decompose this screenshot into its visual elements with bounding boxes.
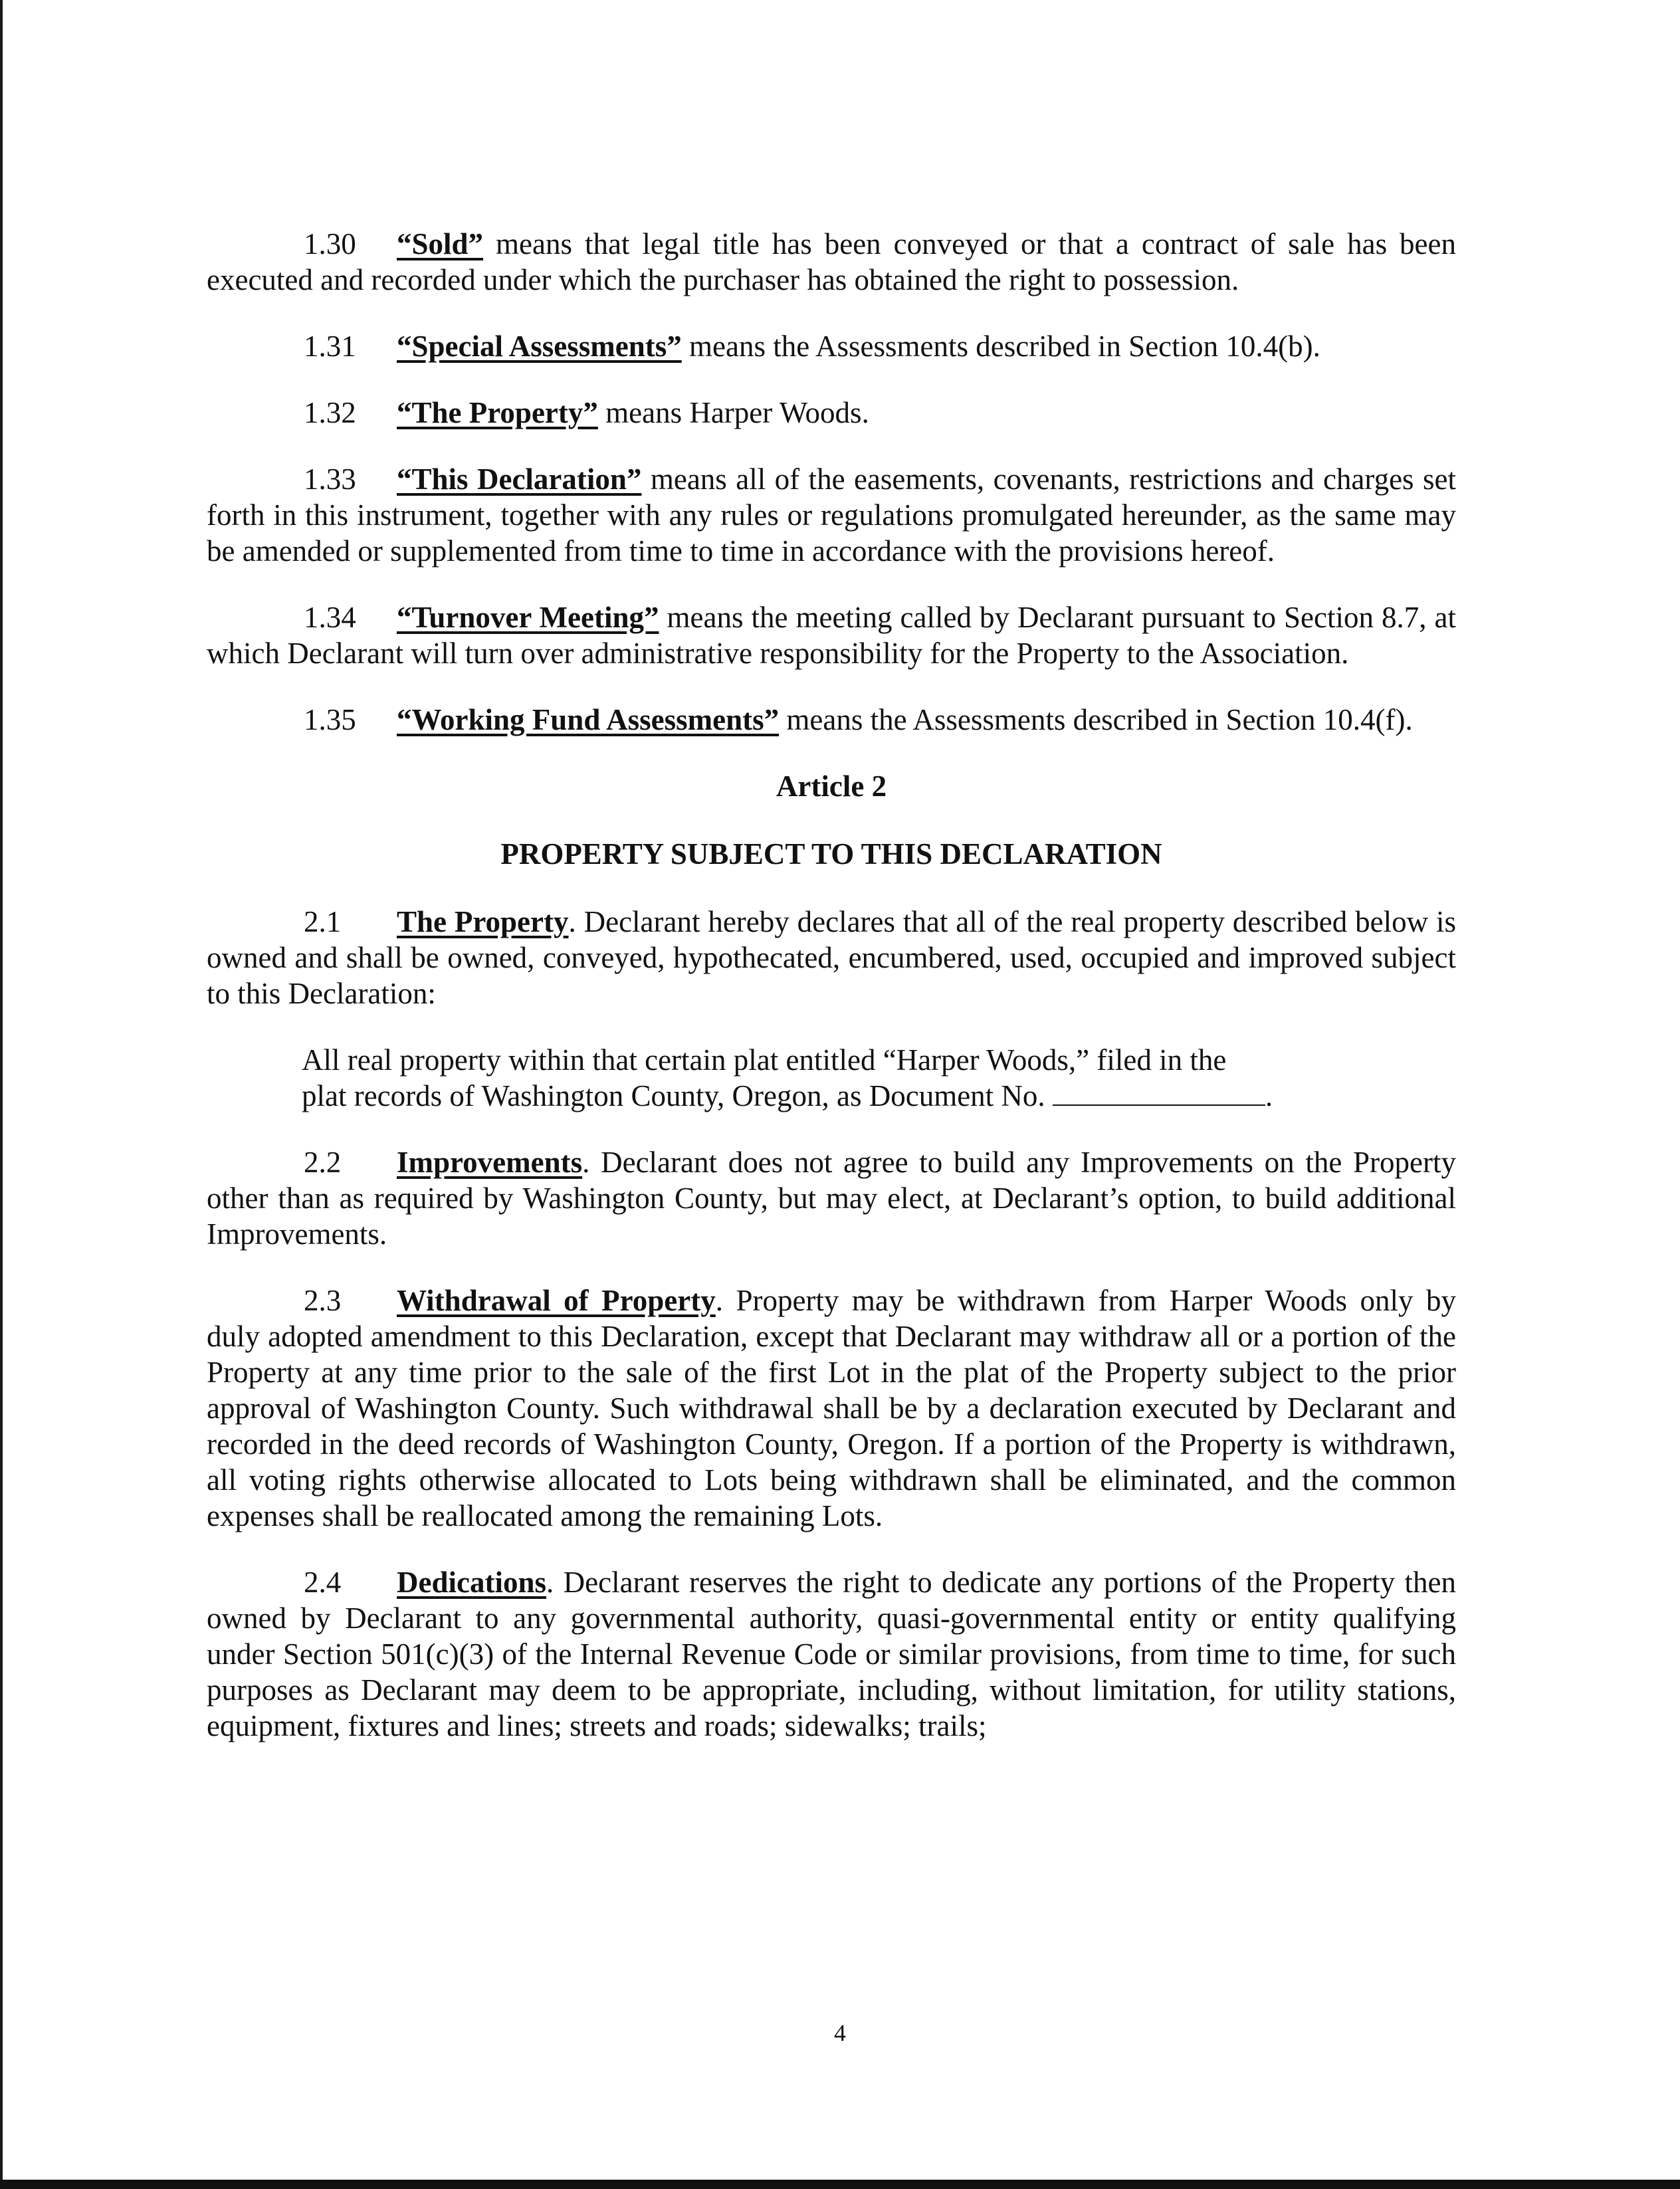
section-text: . Property may be withdrawn from Harper Woods only by duly adopted amendment to this Declaration, except that Declarant may withdraw all or a portion of the Property at any time prior to the sale of the first Lot in the plat of the Property subject to the prior approval of Washington County. Such withdrawal shall be by a declaration executed by Declarant and recorded in the deed records of Washington County, Oregon. If a portion of the Property is withdrawn, all voting rights otherwise allocated to Lots being withdrawn shall be eliminated, and the common expenses shall be reallocated among the remaining Lots.	[207, 1284, 1457, 1532]
section-heading: Dedications	[397, 1566, 546, 1599]
section-2-2	[207, 1144, 1456, 1252]
section-2-1	[207, 904, 1456, 1011]
section-text: . Declarant reserves the right to dedicate any portions of the Property then owned by Declarant to any governmental authority, quasi-governmental entity or entity qualifying under Section 501(c)(3) of the Internal Revenue Code or similar provisions, from time to time, for such purposes as Declarant may deem to be appropriate, including, without limitation, for utility stations, equipment, fixtures and lines; streets and roads; sidewalks; trails;	[207, 1566, 1456, 1742]
defined-term: “The Property”	[397, 396, 598, 429]
section-number: 1.31	[304, 330, 356, 363]
definition-text: means the meeting called by Declarant pursuant to Section 8.7, at which Declarant will turn over administrative responsibility for the Property to the Association.	[207, 601, 1456, 670]
scan-edge-left	[0, 0, 3, 2189]
page-number: 4	[834, 2020, 846, 2046]
article-label: Article 2	[776, 770, 887, 803]
section-text: . Declarant hereby declares that all of the real property described below is owned and shall be owned, conveyed, hypothecated, encumbered, used, occupied and improved subject to this Declaration:	[207, 905, 1456, 1010]
definition-text: means the Assessments described in Section 10.4(f).	[779, 703, 1413, 736]
section-number: 1.32	[304, 396, 356, 429]
definition-text: means that legal title has been conveyed or that a contract of sale has been executed and recorded under which the purchaser has obtained the right to possession.	[207, 227, 1456, 296]
section-number: 2.4	[304, 1566, 342, 1599]
definition-text: means Harper Woods.	[597, 396, 869, 429]
page-content	[207, 226, 1456, 1774]
definition-1-31	[207, 328, 1456, 364]
definition-1-35	[207, 702, 1456, 738]
property-description	[302, 1042, 1358, 1114]
defined-term: “This Declaration”	[397, 463, 642, 496]
document-number-blank	[1053, 1078, 1265, 1106]
section-number: 2.3	[304, 1284, 342, 1317]
scan-edge-bottom	[0, 2180, 1680, 2189]
definition-1-30	[207, 226, 1456, 298]
property-description-end: .	[1265, 1079, 1273, 1112]
article-title: PROPERTY SUBJECT TO THIS DECLARATION	[500, 837, 1162, 871]
section-number: 2.1	[304, 905, 342, 938]
definition-1-33	[207, 461, 1456, 569]
section-number: 1.30	[304, 227, 356, 261]
section-number: 2.2	[304, 1146, 342, 1179]
section-text: . Declarant does not agree to build any Improvements on the Property other than as required by Washington County, but may elect, at Declarant’s option, to build additional Improvements.	[207, 1146, 1456, 1251]
section-heading: Improvements	[397, 1146, 583, 1179]
property-description-line-1: All real property within that certain plat entitled “Harper Woods,” filed in the	[302, 1043, 1227, 1077]
section-2-3	[207, 1283, 1456, 1534]
defined-term: “Sold”	[397, 227, 484, 261]
section-heading: The Property	[397, 905, 569, 938]
definition-1-34	[207, 599, 1456, 671]
section-number: 1.34	[304, 601, 356, 634]
definition-text: means the Assessments described in Section 10.4(b).	[681, 330, 1320, 363]
section-number: 1.35	[304, 703, 356, 736]
defined-term: “Working Fund Assessments”	[397, 703, 780, 736]
section-number: 1.33	[304, 463, 356, 496]
definition-text: means all of the easements, covenants, restrictions and charges set forth in this instrument, together with any rules or regulations promulgated hereunder, as the same may be amended or supplemented from time to time in accordance with the provisions hereof.	[207, 463, 1456, 568]
section-2-4	[207, 1564, 1456, 1744]
section-heading: Withdrawal of Property	[397, 1284, 716, 1317]
definition-1-32	[207, 395, 1456, 431]
defined-term: “Turnover Meeting”	[397, 601, 659, 634]
property-description-line-2: plat records of Washington County, Oregon, as Document No.	[302, 1079, 1053, 1112]
defined-term: “Special Assessments”	[397, 330, 682, 363]
